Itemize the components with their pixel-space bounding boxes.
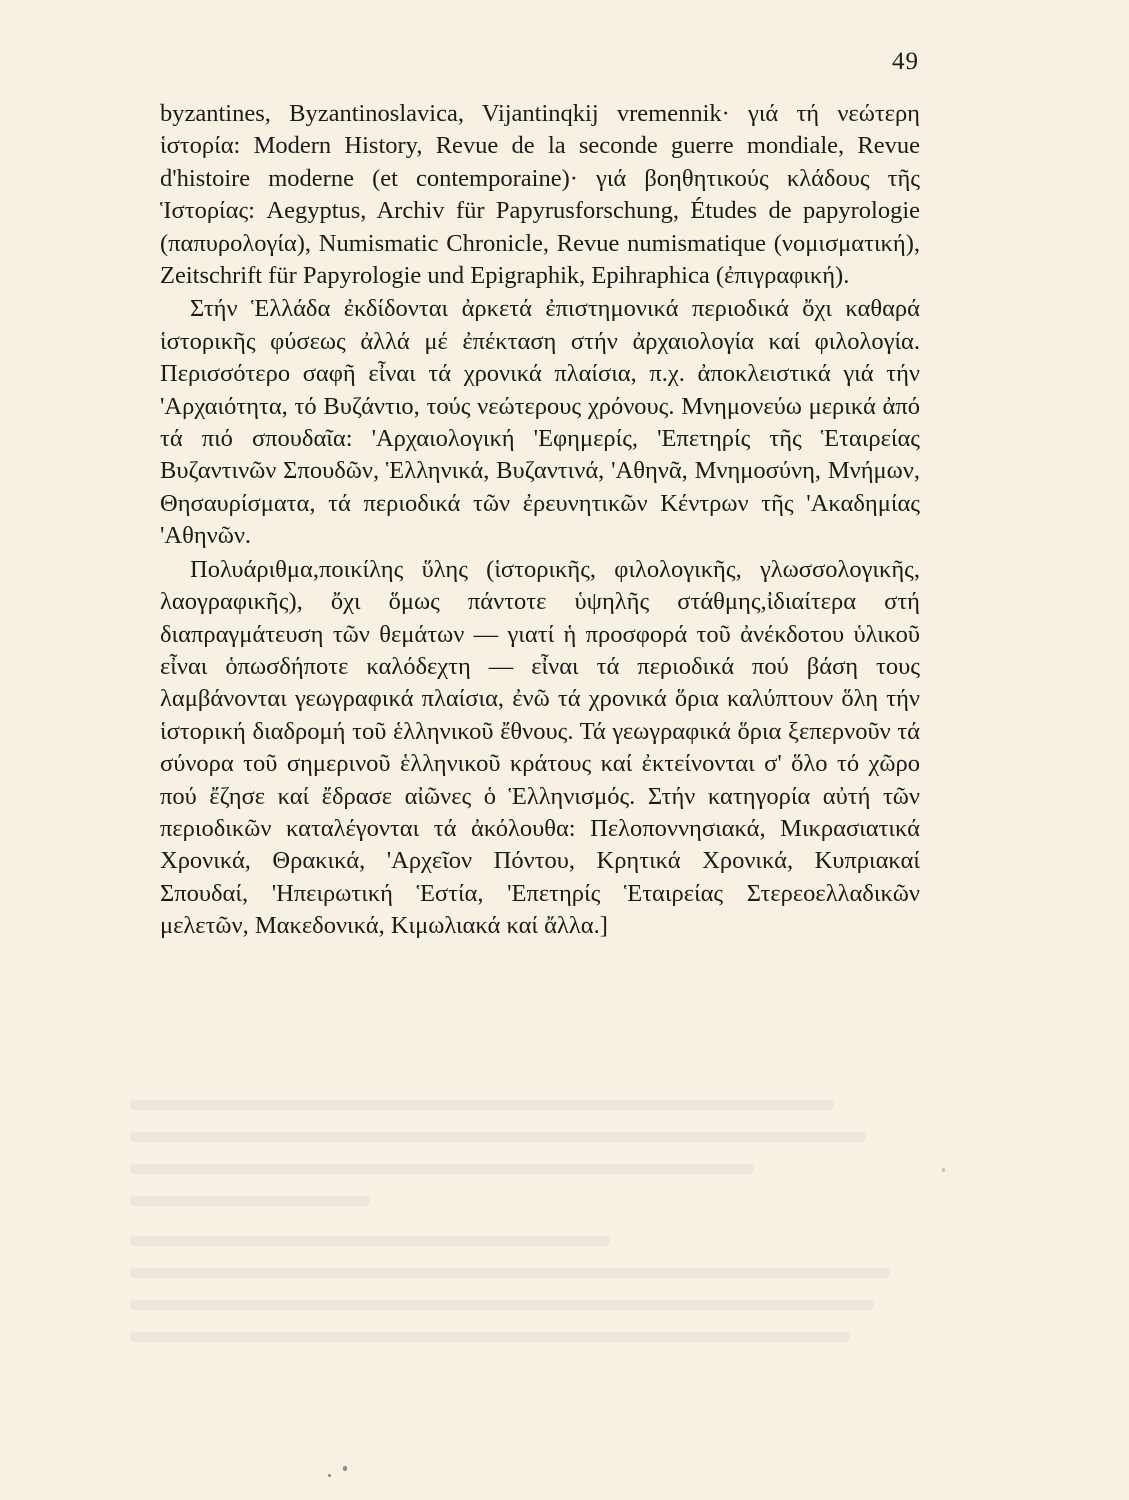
paper-speck [328, 1474, 331, 1477]
reverse-side-bleed-through [130, 1100, 930, 1420]
paper-speck [942, 1168, 945, 1172]
paragraph-journals-regional: Πολυάριθμα,ποικίλης ὕλης (ἱστορικῆς, φιλολογικῆς, γλωσσολογικῆς, λαογραφικῆς), ὄχι ὅμως πάντοτε ὑψηλῆς στάθμης,ἰδιαίτερα στή διαπραγμάτευση τῶν θεμάτων — γιατί ἡ προσφορά τοῦ ἀνέκδοτου ὑλικοῦ εἶναι ὁπωσδήποτε καλόδεχτη — εἶναι τά περιοδικά πού βάση τους λαμβάνονται γεωγραφικά πλαίσια, ἐνῶ τά χρονικά ὅρια καλύπτουν ὅλη τήν ἱστορική διαδρομή τοῦ ἑλληνικοῦ ἔθνους. Τά γεωγραφικά ὅρια ξεπερνοῦν τά σύνορα τοῦ σημερινοῦ ἑλληνικοῦ κράτους καί ἐκτείνονται σ' ὅλο τό χῶρο πού ἔζησε καί ἔδρασε αἰῶνες ὁ Ἑλληνισμός. Στήν κατηγορία αὐτή τῶν περιοδικῶν καταλέγονται τά ἀκόλουθα: Πελοποννησιακά, Μικρασιατικά Χρονικά, Θρακικά, 'Αρχεῖον Πόντου, Κρητικά Χρονικά, Κυπριακαί Σπουδαί, 'Ηπειρωτική Ἑστία, 'Επετηρίς Ἑταιρείας Στερεοελλαδικῶν μελετῶν, Μακεδονικά, Κιμωλιακά καί ἄλλα.] [160, 555, 920, 940]
paragraph-journals-foreign: byzantines, Byzantinoslavica, Vijantinqkij vremennik· γιά τή νεώτερη ἱστορία: Modern History, Revue de la seconde guerre mondiale, Revue d'histoire moderne (et contemporaine)· γιά βοηθητικούς κλάδους τῆς Ἱστορίας: Aegyptus, Archiv für Papyrusforschung, Études de papyrologie (παπυρολογία), Numismatic Chronicle, Revue numismatique (νομισματική), Zeitschrift für Papyrologie und Epigraphik, Epihraphica (ἐπιγραφική). [160, 100, 920, 290]
paragraph-journals-greece: Στήν Ἑλλάδα ἐκδίδονται ἀρκετά ἐπιστημονικά περιοδικά ὄχι καθαρά ἱστορικῆς φύσεως ἀλλά μέ ἐπέκταση στήν ἀρχαιολογία καί φιλολογία. Περισσότερο σαφῆ εἶναι τά χρονικά πλαίσια, π.χ. ἀποκλειστικά γιά τήν 'Αρχαιότητα, τό Βυζάντιο, τούς νεώτερους χρόνους. Μνημονεύω μερικά ἀπό τά πιό σπουδαῖα: 'Αρχαιολογική 'Εφημερίς, 'Επετηρίς τῆς Ἑταιρείας Βυζαντινῶν Σπουδῶν, Ἑλληνικά, Βυζαντινά, 'Αθηνᾶ, Μνημοσύνη, Μνήμων, Θησαυρίσματα, τά περιοδικά τῶν ἐρευνητικῶν Κέντρων τῆς 'Ακαδημίας 'Αθηνῶν. [160, 295, 920, 550]
body-text [160, 98, 920, 943]
page-number: 49 [892, 48, 919, 75]
paper-speck [343, 1466, 347, 1471]
